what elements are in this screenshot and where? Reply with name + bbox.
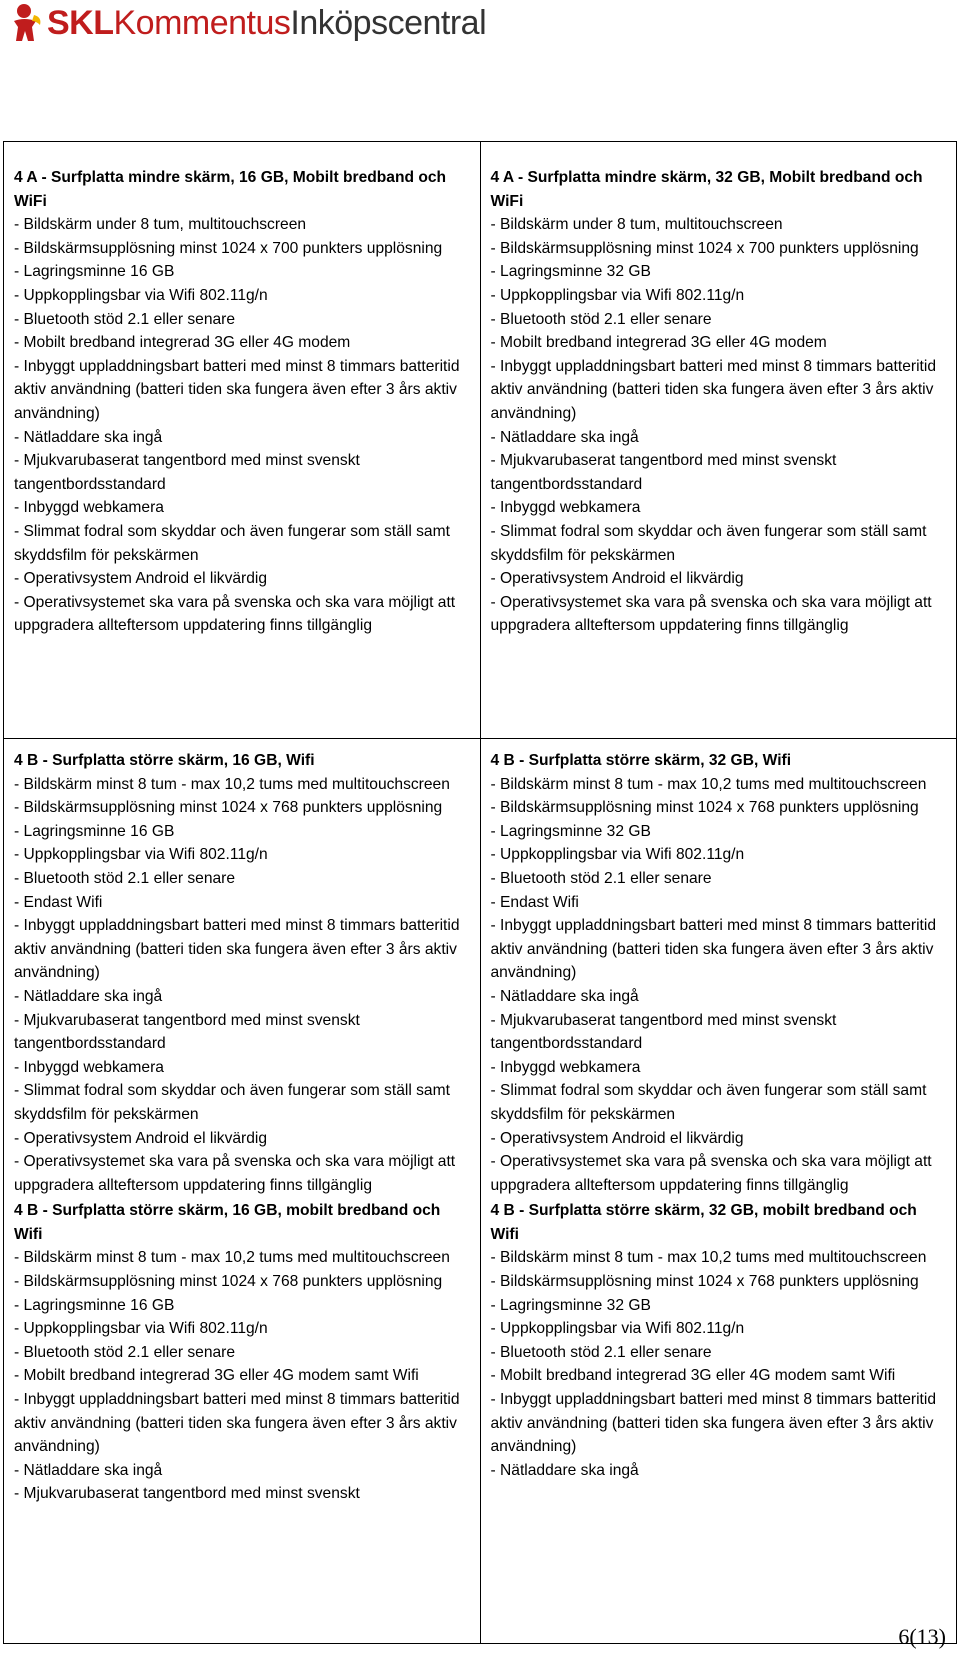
spec-list-2 [14, 1246, 470, 1506]
spec-item: - Bildskärmsupplösning minst 1024 x 768 punkters upplösning [490, 799, 919, 817]
spec-item: - Uppkopplingsbar via Wifi 802.11g/n [14, 1320, 268, 1338]
spec-item: - Bildskärm under 8 tum, multitouchscreen [490, 216, 783, 234]
spec-item: - Bluetooth stöd 2.1 eller senare [490, 1343, 712, 1361]
cell-title-2: 4 B - Surfplatta större skärm, 32 GB, mobilt bredband och Wifi [490, 1202, 917, 1243]
spec-item: - Mjukvarubaserat tangentbord med minst svenskt tangentbordsstandard [14, 452, 360, 493]
spec-item: - Slimmat fodral som skyddar och även fungerar som ställ samt skyddsfilm för pekskärmen [14, 522, 450, 564]
spec-item: - Uppkopplingsbar via Wifi 802.11g/n [490, 846, 745, 864]
spec-item: - Bluetooth stöd 2.1 eller senare [14, 869, 236, 887]
cell-title-2: 4 B - Surfplatta större skärm, 16 GB, mobilt bredband och Wifi [14, 1202, 441, 1243]
spec-item: - Mjukvarubaserat tangentbord med minst svenskt [14, 1485, 360, 1503]
spec-item: - Bluetooth stöd 2.1 eller senare [490, 869, 712, 887]
spec-item: - Uppkopplingsbar via Wifi 802.11g/n [490, 286, 745, 304]
spec-item: - Nätladdare ska ingå [490, 987, 639, 1005]
spec-item: - Lagringsminne 32 GB [490, 822, 651, 840]
spec-item: - Operativsystemet ska vara på svenska och ska vara möjligt att uppgradera allteftersom uppdatering finns tillgänglig [14, 593, 456, 635]
logo-kommentus: Kommentus [113, 4, 291, 42]
spec-item: - Inbyggt uppladdningsbart batteri med minst 8 timmars batteritid aktiv användning (batteri tiden ska fungera även efter 3 års aktiv användning) [490, 357, 937, 422]
spec-item: - Lagringsminne 32 GB [490, 1296, 651, 1314]
spec-item: - Bildskärm minst 8 tum - max 10,2 tums med multitouchscreen [14, 775, 450, 793]
spec-item: - Endast Wifi [14, 893, 103, 911]
spec-item: - Mobilt bredband integrerad 3G eller 4G modem [490, 334, 827, 352]
spec-item: - Lagringsminne 16 GB [14, 1296, 175, 1314]
spec-item: - Inbyggd webkamera [14, 1058, 164, 1076]
spec-item: - Operativsystem Android el likvärdig [14, 570, 268, 588]
cell-title: 4 B - Surfplatta större skärm, 32 GB, Wifi [490, 752, 792, 769]
spec-item: - Bluetooth stöd 2.1 eller senare [14, 310, 236, 328]
cell-4a-32gb [480, 142, 957, 739]
cell-4a-16gb [4, 142, 481, 739]
spec-list [14, 213, 470, 638]
spec-item: - Operativsystemet ska vara på svenska och ska vara möjligt att uppgradera allteftersom uppdatering finns tillgänglig [490, 1153, 932, 1194]
spec-item: - Lagringsminne 16 GB [14, 263, 175, 281]
cell-4b-32gb [480, 739, 957, 1644]
cell-title: 4 B - Surfplatta större skärm, 16 GB, Wifi [14, 752, 315, 769]
spec-item: - Bildskärm minst 8 tum - max 10,2 tums med multitouchscreen [490, 775, 927, 793]
spec-item: - Bildskärmsupplösning minst 1024 x 768 punkters upplösning [14, 799, 443, 817]
spec-list [491, 213, 947, 638]
person-figure-icon [10, 3, 44, 43]
spec-item: - Bildskärmsupplösning minst 1024 x 768 punkters upplösning [490, 1273, 919, 1291]
spec-item: - Mobilt bredband integrerad 3G eller 4G modem [14, 334, 351, 352]
spec-item: - Nätladdare ska ingå [14, 1461, 163, 1479]
spec-item: - Bildskärmsupplösning minst 1024 x 700 punkters upplösning [490, 239, 919, 257]
spec-item: - Bildskärmsupplösning minst 1024 x 700 punkters upplösning [14, 239, 443, 257]
spec-item: - Inbyggt uppladdningsbart batteri med minst 8 timmars batteritid aktiv användning (batteri tiden ska fungera även efter 3 års aktiv användning) [14, 1391, 460, 1456]
spec-item: - Bluetooth stöd 2.1 eller senare [14, 1343, 236, 1361]
spec-item: - Bildskärm under 8 tum, multitouchscreen [14, 216, 307, 234]
spec-item: - Inbyggd webkamera [14, 499, 164, 517]
spec-item: - Operativsystem Android el likvärdig [14, 1129, 268, 1147]
spec-list [14, 773, 470, 1198]
spec-item: - Inbyggd webkamera [490, 499, 641, 517]
spec-item: - Slimmat fodral som skyddar och även fungerar som ställ samt skyddsfilm för pekskärmen [490, 522, 927, 564]
spec-table [3, 141, 957, 1644]
spec-item: - Lagringsminne 32 GB [490, 263, 651, 281]
spec-item: - Nätladdare ska ingå [490, 1461, 639, 1479]
spec-item: - Bildskärm minst 8 tum - max 10,2 tums med multitouchscreen [14, 1249, 450, 1267]
logo [10, 0, 486, 46]
spec-item: - Bildskärm minst 8 tum - max 10,2 tums med multitouchscreen [490, 1249, 927, 1267]
spec-item: - Bluetooth stöd 2.1 eller senare [490, 310, 712, 328]
spec-item: - Lagringsminne 16 GB [14, 822, 175, 840]
spec-item: - Mobilt bredband integrerad 3G eller 4G modem samt Wifi [490, 1367, 896, 1385]
spec-item: - Inbyggt uppladdningsbart batteri med minst 8 timmars batteritid aktiv användning (batteri tiden ska fungera även efter 3 års aktiv användning) [490, 917, 937, 982]
spec-list-2 [491, 1246, 947, 1482]
spec-item: - Nätladdare ska ingå [14, 987, 163, 1005]
spec-item: - Operativsystemet ska vara på svenska och ska vara möjligt att uppgradera allteftersom uppdatering finns tillgänglig [490, 593, 932, 635]
spec-item: - Uppkopplingsbar via Wifi 802.11g/n [14, 286, 268, 304]
cell-title: 4 A - Surfplatta mindre skärm, 32 GB, Mobilt bredband och WiFi [490, 169, 923, 210]
cell-4b-16gb [4, 739, 481, 1644]
spec-item: - Endast Wifi [490, 893, 579, 911]
logo-inkopscentral: Inköpscentral [290, 4, 487, 42]
spec-item: - Operativsystem Android el likvärdig [490, 1129, 744, 1147]
spec-item: - Inbyggt uppladdningsbart batteri med minst 8 timmars batteritid aktiv användning (batteri tiden ska fungera även efter 3 års aktiv användning) [14, 917, 460, 982]
spec-item: - Inbyggt uppladdningsbart batteri med minst 8 timmars batteritid aktiv användning (batteri tiden ska fungera även efter 3 års aktiv användning) [14, 357, 460, 422]
spec-item: - Mjukvarubaserat tangentbord med minst svenskt tangentbordsstandard [490, 1011, 837, 1053]
spec-item: - Mjukvarubaserat tangentbord med minst svenskt tangentbordsstandard [14, 1011, 360, 1053]
spec-item: - Uppkopplingsbar via Wifi 802.11g/n [490, 1320, 745, 1338]
spec-item: - Mjukvarubaserat tangentbord med minst svenskt tangentbordsstandard [490, 452, 837, 493]
spec-item: - Inbyggd webkamera [490, 1058, 641, 1076]
spec-item: - Uppkopplingsbar via Wifi 802.11g/n [14, 846, 268, 864]
spec-item: - Slimmat fodral som skyddar och även fungerar som ställ samt skyddsfilm för pekskärmen [490, 1082, 927, 1123]
spec-item: - Slimmat fodral som skyddar och även fungerar som ställ samt skyddsfilm för pekskärmen [14, 1082, 450, 1123]
spec-item: - Operativsystemet ska vara på svenska och ska vara möjligt att uppgradera allteftersom uppdatering finns tillgänglig [14, 1153, 456, 1194]
page-number: 6(13) [898, 1624, 946, 1649]
logo-skl: SKL [47, 4, 114, 42]
spec-item: - Nätladdare ska ingå [14, 428, 163, 446]
cell-title: 4 A - Surfplatta mindre skärm, 16 GB, Mobilt bredband och WiFi [14, 169, 447, 210]
spec-item: - Mobilt bredband integrerad 3G eller 4G modem samt Wifi [14, 1367, 419, 1385]
spec-list [491, 773, 947, 1198]
spec-item: - Operativsystem Android el likvärdig [490, 570, 744, 588]
spec-item: - Bildskärmsupplösning minst 1024 x 768 punkters upplösning [14, 1273, 443, 1291]
spec-item: - Nätladdare ska ingå [490, 428, 639, 446]
spec-item: - Inbyggt uppladdningsbart batteri med minst 8 timmars batteritid aktiv användning (batteri tiden ska fungera även efter 3 års aktiv användning) [490, 1391, 937, 1456]
